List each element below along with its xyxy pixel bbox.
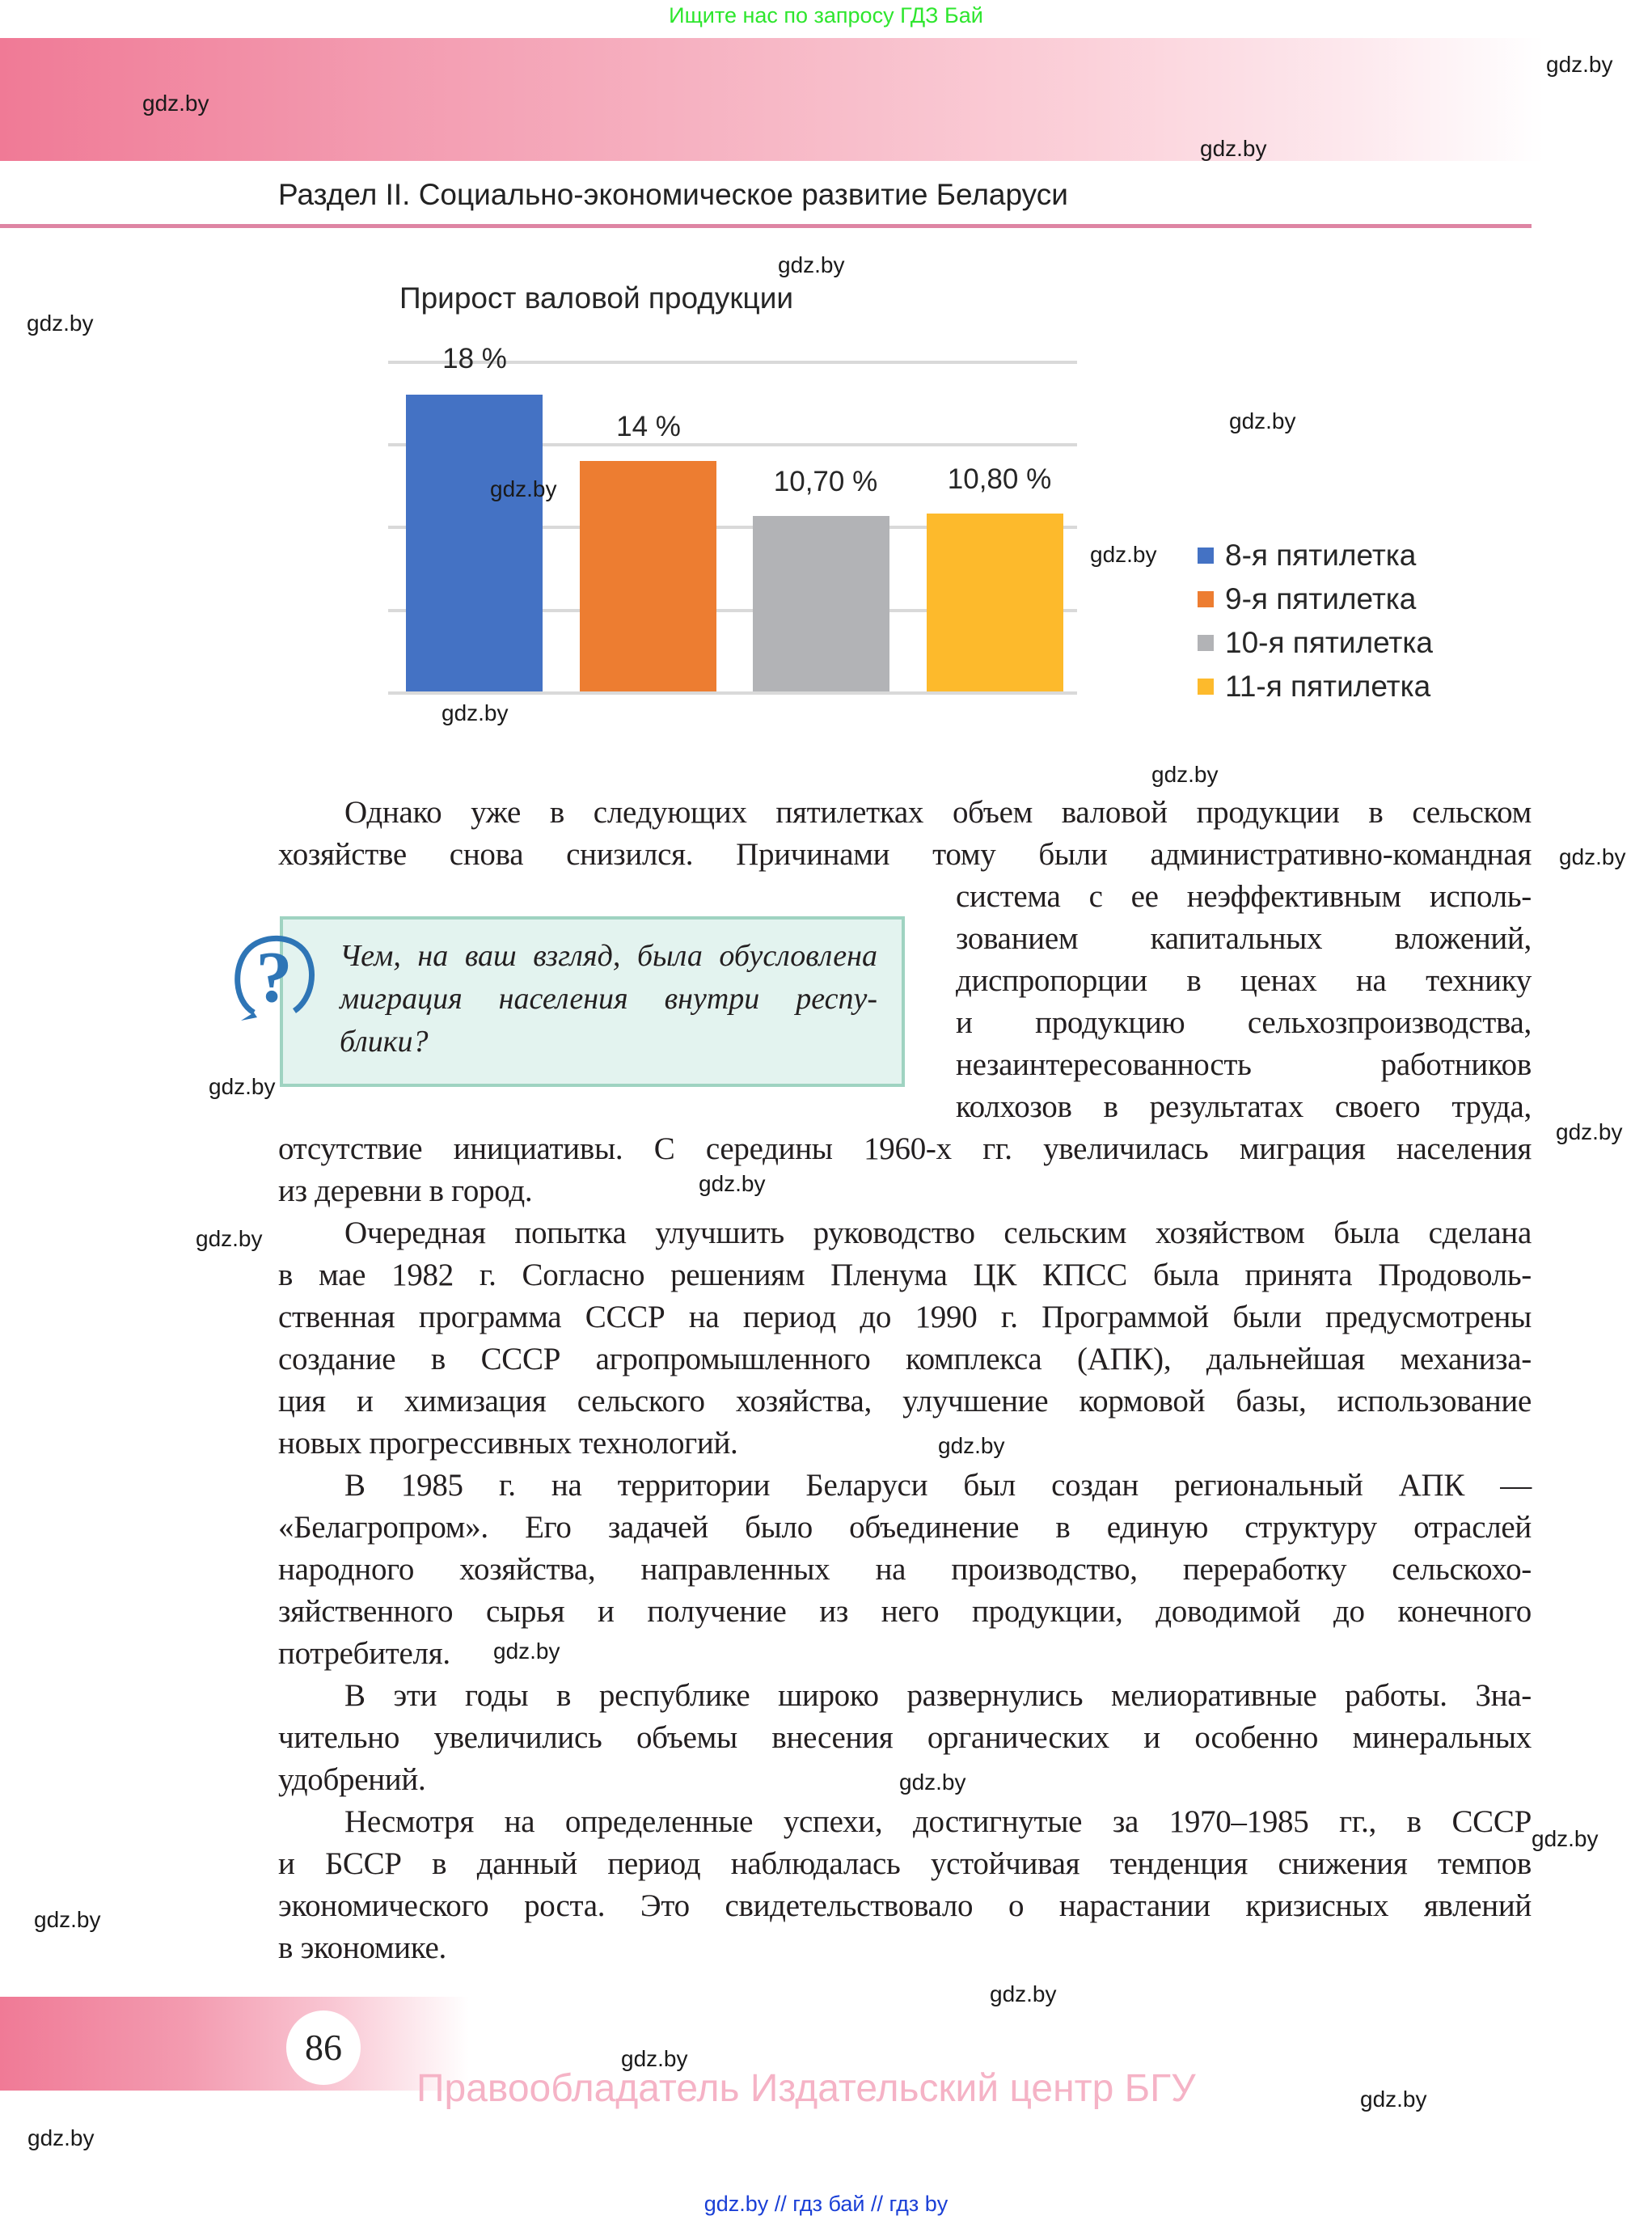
bar-8th-five-year-plan	[406, 395, 543, 693]
section-header: Раздел II. Социально-экономическое развитие Беларуси	[278, 178, 1068, 211]
text-line: экономического роста. Это свидетельствовало о нарастании кризисных явлений	[278, 1888, 1532, 1923]
footer-band	[0, 1997, 469, 2091]
text-line: удобрений.	[278, 1762, 426, 1797]
question-line: Чем, на ваш взгляд, была обусловлена	[340, 939, 877, 973]
watermark-text: gdz.by	[699, 1171, 766, 1196]
watermark-text: gdz.by	[938, 1433, 1005, 1458]
text-line: диспропорции в ценах на технику	[956, 963, 1532, 998]
bar-11th-five-year-plan	[927, 514, 1063, 693]
watermark-text: gdz.by	[621, 2046, 688, 2071]
text-line: «Белагропром». Его задачей было объединение в единую структуру отраслей	[278, 1510, 1532, 1545]
data-label: 18 %	[442, 343, 507, 374]
chart-legend	[1198, 534, 1433, 708]
text-line: зованием капитальных вложений,	[956, 921, 1532, 956]
question-text	[340, 935, 877, 1063]
legend-label: 9-я пятилетка	[1225, 582, 1417, 615]
watermark-text: gdz.by	[1559, 844, 1626, 869]
paragraph-5	[278, 1801, 1532, 1969]
legend-label: 11-я пятилетка	[1225, 670, 1431, 703]
legend-swatch-yellow	[1198, 679, 1214, 695]
bar-10th-five-year-plan	[753, 516, 889, 693]
watermark-text: gdz.by	[778, 252, 845, 277]
bar-9th-five-year-plan	[580, 461, 716, 693]
watermark-text: gdz.by	[493, 1638, 560, 1664]
paragraph-1-wrapped	[956, 876, 1532, 1128]
text-line: создание в СССР агропромышленного комплекса (АПК), дальнейшая механиза-	[278, 1342, 1532, 1376]
text-line: В 1985 г. на территории Беларуси был создан региональный АПК —	[344, 1468, 1532, 1503]
copyright-notice: Правообладатель Издательский центр БГУ	[416, 2067, 1196, 2110]
watermark-text: gdz.by	[34, 1907, 101, 1932]
legend-label: 10-я пятилетка	[1225, 626, 1433, 659]
text-line: народного хозяйства, направленных на производство, переработку сельскохо-	[278, 1552, 1532, 1587]
watermark-text: gdz.by	[1090, 542, 1157, 567]
text-line: и продукцию сельхозпроизводства,	[956, 1005, 1532, 1040]
watermark-text: gdz.by	[1532, 1826, 1599, 1851]
header-band	[0, 38, 1544, 161]
text-line: новых прогрессивных технологий.	[278, 1426, 738, 1461]
legend-item	[1198, 534, 1433, 577]
paragraph-3	[278, 1465, 1532, 1675]
question-mark-icon	[230, 930, 319, 1027]
legend-swatch-orange	[1198, 591, 1214, 607]
legend-label: 8-я пятилетка	[1225, 539, 1417, 572]
watermark-text: gdz.by	[1151, 762, 1219, 787]
watermark-text: gdz.by	[196, 1226, 263, 1251]
page-number: 86	[286, 2010, 361, 2085]
top-search-note: Ищите нас по запросу ГДЗ Бай	[669, 3, 983, 27]
text-line: Несмотря на определенные успехи, достигнутые за 1970–1985 гг., в СССР	[344, 1804, 1532, 1839]
text-line: потребителя.	[278, 1636, 450, 1671]
text-line: зяйственного сырья и получение из него продукции, доводимой до конечного	[278, 1594, 1532, 1629]
text-line: из деревни в город.	[278, 1173, 533, 1208]
watermark-text: gdz.by	[899, 1769, 966, 1795]
text-line: колхозов в результатах своего труда,	[956, 1089, 1532, 1124]
watermark-text: gdz.by	[1360, 2087, 1427, 2112]
legend-item	[1198, 665, 1433, 708]
svg-text:?: ?	[256, 937, 293, 1017]
text-line: Очередная попытка улучшить руководство сельским хозяйством была сделана	[344, 1216, 1532, 1250]
text-line: ция и химизация сельского хозяйства, улучшение кормовой базы, использование	[278, 1384, 1532, 1419]
header-rule	[0, 224, 1532, 228]
legend-item	[1198, 577, 1433, 621]
text-line: в мае 1982 г. Согласно решениям Пленума ЦК КПСС была принята Продоволь-	[278, 1258, 1532, 1292]
watermark-text: gdz.by	[27, 2125, 95, 2150]
watermark-text: gdz.by	[209, 1074, 276, 1099]
watermark-text: gdz.by	[1229, 408, 1296, 433]
data-label: 10,80 %	[947, 463, 1052, 495]
question-line: блики?	[340, 1025, 429, 1059]
paragraph-2	[278, 1212, 1532, 1465]
text-line: ственная программа СССР на период до 1990 г. Программой были предусмотрены	[278, 1300, 1532, 1334]
data-label: 14 %	[616, 411, 681, 442]
bottom-site-links[interactable]: gdz.by // гдз бай // гдз by	[703, 2192, 949, 2216]
text-line: отсутствие инициативы. С середины 1960-х гг. увеличилась миграция населения	[278, 1131, 1532, 1166]
text-line: и БССР в данный период наблюдалась устойчивая тенденция снижения темпов	[278, 1846, 1532, 1881]
text-line: Однако уже в следующих пятилетках объем валовой продукции в сельском	[344, 795, 1532, 830]
text-line: в экономике.	[278, 1930, 446, 1965]
text-line: незаинтересованность работников	[956, 1047, 1532, 1082]
chart-title: Прирост валовой продукции	[399, 281, 794, 315]
text-line: чительно увеличились объемы внесения органических и особенно минеральных	[278, 1720, 1532, 1755]
legend-item	[1198, 621, 1433, 665]
paragraph-1	[278, 792, 1532, 876]
watermark-text: gdz.by	[142, 91, 209, 116]
legend-swatch-blue	[1198, 548, 1214, 564]
watermark-text: gdz.by	[442, 700, 509, 725]
data-label: 10,70 %	[773, 466, 878, 497]
watermark-text: gdz.by	[990, 1981, 1057, 2006]
watermark-text: gdz.by	[1556, 1119, 1623, 1144]
watermark-text: gdz.by	[1200, 136, 1267, 161]
legend-swatch-gray	[1198, 635, 1214, 651]
watermark-text: gdz.by	[27, 311, 94, 336]
x-axis-line	[388, 691, 1077, 695]
text-line: В эти годы в республике широко развернулись мелиоративные работы. Зна-	[344, 1678, 1532, 1713]
watermark-text: gdz.by	[1546, 52, 1613, 77]
watermark-text: gdz.by	[490, 476, 557, 501]
text-line: хозяйстве снова снизился. Причинами тому были административно-командная	[278, 837, 1532, 872]
text-line: система с ее неэффективным исполь-	[956, 879, 1532, 914]
paragraph-1-tail	[278, 1128, 1532, 1212]
question-line: миграция населения внутри респу-	[340, 982, 877, 1016]
